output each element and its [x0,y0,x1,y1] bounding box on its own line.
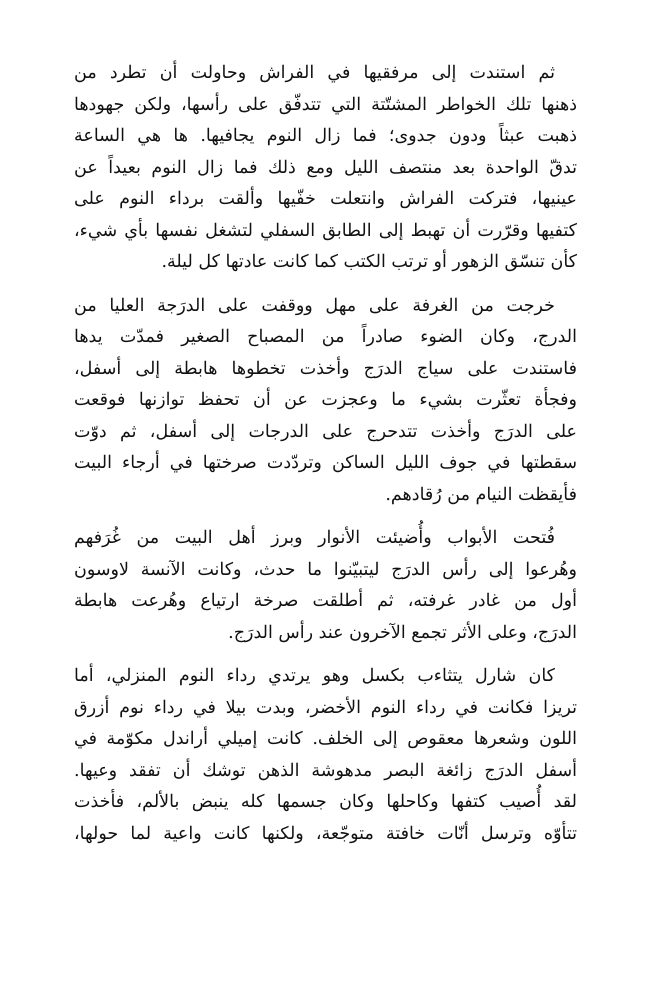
text-line: لقد أُصيب كتفها وكاحلها وكان جسمها كله ينبض بالألم، فأخذت [74,792,577,812]
text-line: ثم استندت إلى مرفقيها في الفراش وحاولت أن تطرد من [74,63,555,83]
text-line: ذهبت عبثاً ودون جدوى؛ فما زال النوم يجافيها. ها هي الساعة [74,126,577,146]
text-line: فاستندت على سياج الدرَج وأخذت تخطوها هابطة إلى أسفل، [74,358,577,379]
text-line: كأن تنسّق الزهور أو ترتب الكتب كما كانت عادتها كل ليلة. [161,252,577,272]
text-line: كتفيها وقرّرت أن تهبط إلى الطابق السفلي لتشغل نفسها بأي شيء، [74,220,577,241]
text-line: فُتحت الأبواب وأُضيئت الأنوار وبرز أهل البيت من غُرَفهم [74,528,555,548]
text-line: تريزا فكانت في رداء النوم الأخضر، وبدت بيلا في رداء نوم أزرق [74,697,577,718]
text-line: تدقّ الواحدة بعد منتصف الليل ومع ذلك فما زال النوم بعيداً عن [74,157,577,178]
text-line: ذهنها تلك الخواطر المشتّتة التي تتدفّق على رأسها، ولكن جهودها [74,94,577,115]
text-line: فأيقظت النيام من رُقادهم. [385,484,577,505]
text-line: عينيها، فتركت الفراش وانتعلت خفّيها وألقت برداء النوم على [74,189,577,209]
text-line: اللون وشعرها معقوص إلى الخلف. كانت إميلي أراندل مكوّمة في [74,729,577,749]
text-line: سقطتها في جوف الليل الساكن وتردّدت صرختها في أرجاء البيت [74,453,577,473]
text-line: أسفل الدرَج زائغة البصر مدهوشة الذهن توشك أن تفقد وعيها. [74,760,577,781]
paragraph-2 [74,291,577,512]
paragraph-3 [74,523,577,649]
text-line: الدرَج، وعلى الأثر تجمع الآخرون عند رأس الدرَج. [228,622,577,643]
text-line: وهُرعوا إلى رأس الدرَج ليتبيّنوا ما حدث، وكانت الآنسة لاوسون [74,559,577,580]
text-line: تتأوّه وترسل أنّات خافتة متوجّعة، ولكنها كانت واعية لما حولها، [74,823,577,844]
text-line: الدرج، وكان الضوء صادراً من المصباح الصغير فمدّت يدها [74,327,577,347]
text-line: خرجت من الغرفة على مهل ووقفت على الدرَجة العليا من [74,295,555,316]
text-line: على الدرَج وأخذت تتدحرج على الدرجات إلى أسفل، ثم دوّت [74,421,577,442]
text-line: وفجأة تعثّرت بشيء ما وعجزت عن أن تحفظ توازنها فوقعت [74,390,577,410]
paragraph-4 [74,661,577,850]
text-line: كان شارل يتثاءب بكسل وهو يرتدي رداء النوم المنزلي، أما [74,666,555,686]
paragraph-1 [74,58,577,279]
text-line: أول من غادر غرفته، ثم أطلقت صرخة ارتياع وهُرعت هابطة [74,591,577,611]
